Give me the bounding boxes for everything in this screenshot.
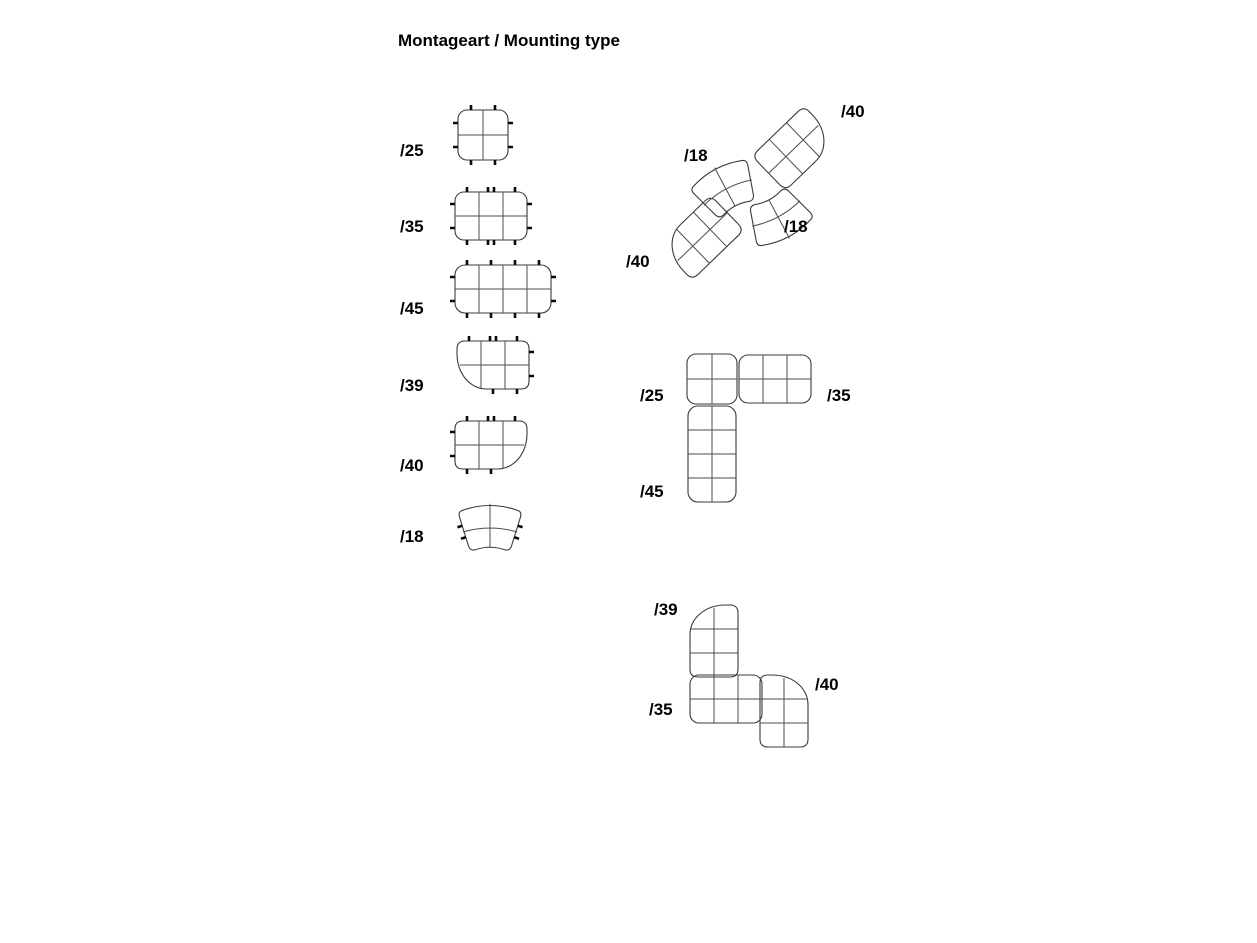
label-serpentine-18-lower: /18 <box>784 217 808 236</box>
module-18-drawing <box>457 504 522 550</box>
zigzag-combination-drawing <box>690 605 808 747</box>
single-modules-column <box>450 105 556 550</box>
zigzag-module-35 <box>690 675 762 723</box>
corner-module-35 <box>739 355 811 403</box>
serpentine-combination-drawing <box>659 106 837 280</box>
label-serpentine-40-lower: /40 <box>626 252 650 271</box>
label-zigzag-40: /40 <box>815 675 839 694</box>
label-module-18: /18 <box>400 527 424 546</box>
module-35-drawing <box>450 187 532 245</box>
label-serpentine-40-upper: /40 <box>841 102 865 121</box>
corner-combination-drawing <box>687 354 811 502</box>
module-40-drawing <box>450 416 527 474</box>
label-zigzag-39: /39 <box>654 600 678 619</box>
label-module-40: /40 <box>400 456 424 475</box>
page-title: Montageart / Mounting type <box>398 31 620 50</box>
label-corner-35: /35 <box>827 386 851 405</box>
label-zigzag-35: /35 <box>649 700 673 719</box>
module-25-drawing <box>453 105 513 165</box>
label-serpentine-18-upper: /18 <box>684 146 708 165</box>
label-module-35: /35 <box>400 217 424 236</box>
label-module-25: /25 <box>400 141 424 160</box>
label-module-45: /45 <box>400 299 424 318</box>
corner-module-25 <box>687 354 737 404</box>
module-45-drawing <box>450 260 556 318</box>
module-39-drawing <box>457 336 534 394</box>
label-corner-25: /25 <box>640 386 664 405</box>
zigzag-module-39 <box>690 605 738 677</box>
zigzag-module-40 <box>760 675 808 747</box>
label-module-39: /39 <box>400 376 424 395</box>
label-corner-45: /45 <box>640 482 664 501</box>
corner-module-45 <box>688 406 736 502</box>
serpentine-module-40-upper <box>752 106 837 191</box>
